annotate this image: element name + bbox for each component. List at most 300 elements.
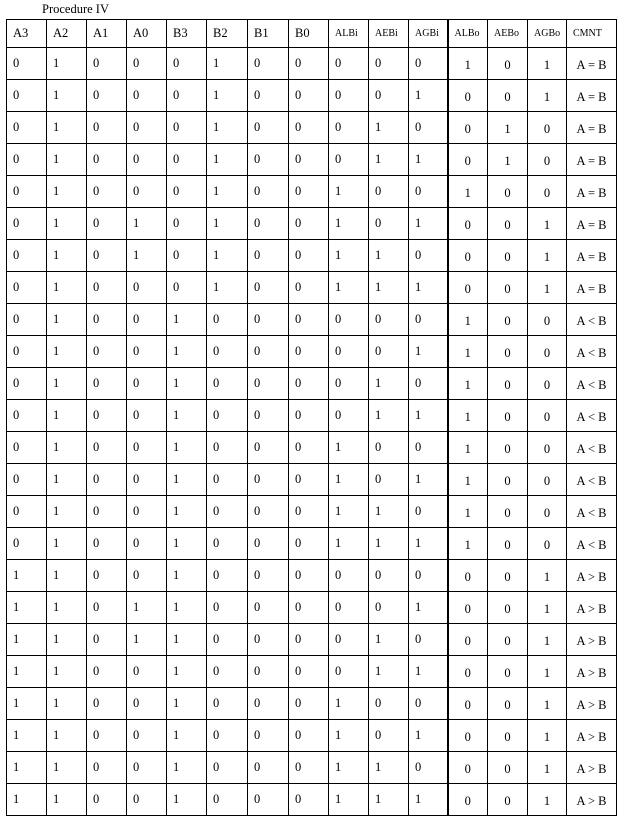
column-header-aebi: AEBi bbox=[369, 20, 409, 48]
comment-cell: A > B bbox=[567, 784, 617, 816]
table-cell: 0 bbox=[248, 656, 289, 688]
table-cell: 0 bbox=[87, 240, 127, 272]
table-cell: 0 bbox=[488, 496, 528, 528]
comment-cell: A > B bbox=[567, 624, 617, 656]
table-cell: 1 bbox=[47, 528, 87, 560]
table-cell: 0 bbox=[87, 432, 127, 464]
table-cell: 0 bbox=[289, 688, 329, 720]
table-cell: 1 bbox=[47, 400, 87, 432]
table-cell: 0 bbox=[87, 304, 127, 336]
table-cell: 0 bbox=[207, 528, 248, 560]
table-cell: 1 bbox=[329, 784, 369, 816]
table-cell: 1 bbox=[488, 112, 528, 144]
table-cell: 0 bbox=[488, 208, 528, 240]
table-cell: 0 bbox=[409, 752, 448, 784]
table-cell: 1 bbox=[167, 752, 207, 784]
table-cell: 0 bbox=[167, 144, 207, 176]
table-cell: 0 bbox=[127, 752, 167, 784]
table-row bbox=[7, 112, 617, 144]
table-cell: 0 bbox=[409, 432, 448, 464]
table-cell: 0 bbox=[289, 144, 329, 176]
table-cell: 0 bbox=[7, 496, 47, 528]
table-cell: 0 bbox=[127, 720, 167, 752]
table-cell: 0 bbox=[87, 48, 127, 80]
table-cell: 0 bbox=[207, 624, 248, 656]
table-cell: 1 bbox=[409, 464, 448, 496]
table-cell: 0 bbox=[248, 592, 289, 624]
table-cell: 0 bbox=[248, 304, 289, 336]
table-cell: 0 bbox=[207, 400, 248, 432]
table-cell: 0 bbox=[248, 48, 289, 80]
table-cell: 0 bbox=[528, 432, 567, 464]
table-cell: 0 bbox=[248, 400, 289, 432]
table-cell: 0 bbox=[87, 752, 127, 784]
table-cell: 0 bbox=[488, 528, 528, 560]
table-cell: 1 bbox=[207, 240, 248, 272]
table-cell: 0 bbox=[248, 240, 289, 272]
table-cell: 0 bbox=[127, 176, 167, 208]
comment-cell: A = B bbox=[567, 176, 617, 208]
table-cell: 0 bbox=[87, 144, 127, 176]
table-cell: 1 bbox=[7, 592, 47, 624]
table-cell: 0 bbox=[329, 112, 369, 144]
table-cell: 0 bbox=[329, 336, 369, 368]
column-header-cmnt: CMNT bbox=[567, 20, 617, 48]
table-cell: 0 bbox=[448, 80, 488, 112]
table-row bbox=[7, 688, 617, 720]
column-header-agbi: AGBi bbox=[409, 20, 448, 48]
comment-cell: A > B bbox=[567, 560, 617, 592]
table-cell: 0 bbox=[87, 720, 127, 752]
table-cell: 0 bbox=[127, 48, 167, 80]
table-row bbox=[7, 272, 617, 304]
table-cell: 1 bbox=[329, 752, 369, 784]
table-cell: 0 bbox=[7, 368, 47, 400]
table-cell: 0 bbox=[448, 144, 488, 176]
table-cell: 0 bbox=[207, 432, 248, 464]
table-cell: 0 bbox=[207, 496, 248, 528]
table-row bbox=[7, 208, 617, 240]
table-cell: 1 bbox=[369, 144, 409, 176]
comment-cell: A = B bbox=[567, 240, 617, 272]
table-cell: 1 bbox=[167, 400, 207, 432]
table-cell: 0 bbox=[87, 656, 127, 688]
table-cell: 0 bbox=[289, 272, 329, 304]
table-cell: 1 bbox=[409, 336, 448, 368]
table-cell: 1 bbox=[409, 272, 448, 304]
table-cell: 1 bbox=[369, 400, 409, 432]
table-cell: 0 bbox=[248, 752, 289, 784]
table-cell: 0 bbox=[488, 176, 528, 208]
table-cell: 1 bbox=[369, 752, 409, 784]
table-cell: 0 bbox=[369, 208, 409, 240]
table-cell: 1 bbox=[528, 624, 567, 656]
table-cell: 1 bbox=[528, 208, 567, 240]
table-cell: 0 bbox=[248, 432, 289, 464]
table-cell: 1 bbox=[369, 624, 409, 656]
table-cell: 0 bbox=[369, 464, 409, 496]
table-cell: 1 bbox=[167, 656, 207, 688]
table-cell: 0 bbox=[127, 368, 167, 400]
table-cell: 1 bbox=[207, 112, 248, 144]
table-cell: 1 bbox=[448, 368, 488, 400]
table-cell: 0 bbox=[207, 560, 248, 592]
table-cell: 1 bbox=[448, 528, 488, 560]
table-cell: 1 bbox=[47, 368, 87, 400]
table-cell: 0 bbox=[7, 144, 47, 176]
table-cell: 1 bbox=[167, 592, 207, 624]
table-cell: 1 bbox=[167, 784, 207, 816]
table-cell: 0 bbox=[207, 592, 248, 624]
table-cell: 1 bbox=[207, 48, 248, 80]
table-cell: 1 bbox=[528, 48, 567, 80]
table-cell: 0 bbox=[127, 656, 167, 688]
table-cell: 0 bbox=[127, 336, 167, 368]
comment-cell: A = B bbox=[567, 144, 617, 176]
table-cell: 1 bbox=[329, 528, 369, 560]
table-cell: 1 bbox=[7, 656, 47, 688]
table-cell: 0 bbox=[87, 496, 127, 528]
table-row bbox=[7, 240, 617, 272]
table-cell: 0 bbox=[167, 208, 207, 240]
table-cell: 1 bbox=[329, 240, 369, 272]
table-cell: 0 bbox=[127, 112, 167, 144]
table-cell: 0 bbox=[369, 304, 409, 336]
table-cell: 1 bbox=[127, 624, 167, 656]
table-cell: 0 bbox=[329, 368, 369, 400]
table-cell: 1 bbox=[207, 80, 248, 112]
table-cell: 1 bbox=[409, 400, 448, 432]
table-cell: 1 bbox=[369, 496, 409, 528]
table-cell: 1 bbox=[329, 464, 369, 496]
table-cell: 1 bbox=[528, 272, 567, 304]
table-cell: 0 bbox=[488, 240, 528, 272]
table-cell: 0 bbox=[7, 48, 47, 80]
table-cell: 1 bbox=[448, 176, 488, 208]
table-cell: 1 bbox=[207, 208, 248, 240]
table-cell: 0 bbox=[87, 336, 127, 368]
table-cell: 0 bbox=[7, 80, 47, 112]
table-cell: 1 bbox=[409, 656, 448, 688]
table-cell: 0 bbox=[409, 560, 448, 592]
table-cell: 0 bbox=[248, 112, 289, 144]
table-cell: 1 bbox=[448, 432, 488, 464]
table-cell: 0 bbox=[207, 304, 248, 336]
table-cell: 0 bbox=[289, 624, 329, 656]
table-cell: 1 bbox=[47, 592, 87, 624]
table-cell: 0 bbox=[409, 240, 448, 272]
table-cell: 1 bbox=[369, 528, 409, 560]
table-cell: 0 bbox=[289, 80, 329, 112]
table-cell: 1 bbox=[528, 560, 567, 592]
table-cell: 0 bbox=[369, 592, 409, 624]
table-cell: 0 bbox=[369, 176, 409, 208]
table-cell: 0 bbox=[289, 592, 329, 624]
table-cell: 0 bbox=[7, 208, 47, 240]
table-cell: 1 bbox=[47, 144, 87, 176]
table-cell: 0 bbox=[167, 80, 207, 112]
table-cell: 0 bbox=[7, 528, 47, 560]
table-cell: 1 bbox=[7, 688, 47, 720]
comment-cell: A = B bbox=[567, 272, 617, 304]
table-cell: 1 bbox=[7, 720, 47, 752]
table-cell: 0 bbox=[248, 688, 289, 720]
table-cell: 1 bbox=[369, 368, 409, 400]
table-row bbox=[7, 176, 617, 208]
table-cell: 1 bbox=[528, 240, 567, 272]
comment-cell: A > B bbox=[567, 656, 617, 688]
table-cell: 0 bbox=[488, 48, 528, 80]
table-cell: 0 bbox=[329, 144, 369, 176]
table-cell: 0 bbox=[127, 304, 167, 336]
table-cell: 0 bbox=[369, 560, 409, 592]
table-cell: 0 bbox=[448, 624, 488, 656]
table-cell: 0 bbox=[289, 176, 329, 208]
table-cell: 0 bbox=[289, 208, 329, 240]
table-cell: 0 bbox=[248, 272, 289, 304]
table-cell: 0 bbox=[448, 560, 488, 592]
table-cell: 0 bbox=[409, 624, 448, 656]
column-header-b2: B2 bbox=[207, 20, 248, 48]
table-cell: 1 bbox=[528, 784, 567, 816]
table-row bbox=[7, 656, 617, 688]
table-cell: 0 bbox=[127, 496, 167, 528]
table-cell: 1 bbox=[167, 688, 207, 720]
table-cell: 1 bbox=[448, 304, 488, 336]
table-cell: 0 bbox=[409, 496, 448, 528]
table-row bbox=[7, 400, 617, 432]
column-header-b3: B3 bbox=[167, 20, 207, 48]
table-cell: 1 bbox=[7, 560, 47, 592]
table-cell: 1 bbox=[47, 560, 87, 592]
table-cell: 1 bbox=[167, 368, 207, 400]
table-cell: 0 bbox=[448, 208, 488, 240]
table-row bbox=[7, 784, 617, 816]
table-cell: 0 bbox=[127, 464, 167, 496]
table-cell: 0 bbox=[528, 496, 567, 528]
table-cell: 0 bbox=[448, 784, 488, 816]
column-header-a2: A2 bbox=[47, 20, 87, 48]
table-cell: 0 bbox=[248, 624, 289, 656]
table-cell: 1 bbox=[47, 48, 87, 80]
comment-cell: A = B bbox=[567, 112, 617, 144]
table-cell: 0 bbox=[528, 400, 567, 432]
table-cell: 1 bbox=[369, 112, 409, 144]
table-cell: 0 bbox=[409, 304, 448, 336]
table-cell: 0 bbox=[127, 272, 167, 304]
table-cell: 0 bbox=[448, 656, 488, 688]
table-cell: 1 bbox=[528, 720, 567, 752]
table-cell: 0 bbox=[448, 240, 488, 272]
table-cell: 0 bbox=[87, 560, 127, 592]
table-cell: 0 bbox=[248, 336, 289, 368]
table-cell: 0 bbox=[7, 272, 47, 304]
column-header-a3: A3 bbox=[7, 20, 47, 48]
table-cell: 1 bbox=[448, 464, 488, 496]
column-header-a0: A0 bbox=[127, 20, 167, 48]
table-cell: 0 bbox=[289, 656, 329, 688]
table-cell: 1 bbox=[409, 784, 448, 816]
table-cell: 0 bbox=[248, 208, 289, 240]
comment-cell: A < B bbox=[567, 464, 617, 496]
table-cell: 0 bbox=[528, 144, 567, 176]
table-cell: 0 bbox=[207, 688, 248, 720]
table-cell: 0 bbox=[7, 400, 47, 432]
table-cell: 1 bbox=[409, 208, 448, 240]
table-cell: 0 bbox=[87, 688, 127, 720]
table-cell: 0 bbox=[409, 112, 448, 144]
table-cell: 0 bbox=[7, 176, 47, 208]
table-cell: 0 bbox=[167, 48, 207, 80]
table-cell: 0 bbox=[488, 272, 528, 304]
table-cell: 0 bbox=[488, 560, 528, 592]
table-row bbox=[7, 624, 617, 656]
table-cell: 0 bbox=[87, 368, 127, 400]
table-cell: 0 bbox=[248, 560, 289, 592]
comment-cell: A < B bbox=[567, 304, 617, 336]
table-cell: 1 bbox=[448, 336, 488, 368]
table-cell: 0 bbox=[207, 336, 248, 368]
table-cell: 0 bbox=[248, 528, 289, 560]
comment-cell: A = B bbox=[567, 208, 617, 240]
table-cell: 0 bbox=[369, 688, 409, 720]
table-cell: 0 bbox=[248, 464, 289, 496]
table-cell: 0 bbox=[369, 432, 409, 464]
table-cell: 0 bbox=[409, 688, 448, 720]
table-cell: 0 bbox=[488, 624, 528, 656]
table-cell: 0 bbox=[409, 48, 448, 80]
table-cell: 0 bbox=[289, 528, 329, 560]
table-cell: 0 bbox=[528, 368, 567, 400]
table-cell: 1 bbox=[47, 752, 87, 784]
table-cell: 1 bbox=[448, 48, 488, 80]
table-cell: 0 bbox=[7, 336, 47, 368]
table-cell: 0 bbox=[289, 432, 329, 464]
table-cell: 0 bbox=[488, 784, 528, 816]
table-cell: 0 bbox=[167, 240, 207, 272]
table-cell: 1 bbox=[167, 528, 207, 560]
table-cell: 1 bbox=[448, 400, 488, 432]
table-cell: 0 bbox=[127, 400, 167, 432]
comment-cell: A < B bbox=[567, 528, 617, 560]
table-cell: 1 bbox=[528, 592, 567, 624]
table-cell: 0 bbox=[488, 400, 528, 432]
table-cell: 1 bbox=[207, 144, 248, 176]
table-cell: 1 bbox=[409, 720, 448, 752]
table-row bbox=[7, 304, 617, 336]
table-cell: 0 bbox=[87, 464, 127, 496]
table-cell: 0 bbox=[289, 496, 329, 528]
table-cell: 1 bbox=[409, 528, 448, 560]
table-cell: 1 bbox=[369, 240, 409, 272]
table-cell: 0 bbox=[448, 688, 488, 720]
table-cell: 1 bbox=[329, 688, 369, 720]
table-cell: 0 bbox=[248, 720, 289, 752]
table-cell: 0 bbox=[448, 272, 488, 304]
table-cell: 0 bbox=[167, 112, 207, 144]
table-cell: 0 bbox=[7, 112, 47, 144]
table-cell: 0 bbox=[87, 528, 127, 560]
table-cell: 0 bbox=[488, 304, 528, 336]
table-row bbox=[7, 560, 617, 592]
table-row bbox=[7, 336, 617, 368]
table-cell: 1 bbox=[369, 272, 409, 304]
table-row bbox=[7, 48, 617, 80]
table-cell: 0 bbox=[87, 112, 127, 144]
table-cell: 0 bbox=[87, 624, 127, 656]
comment-cell: A < B bbox=[567, 336, 617, 368]
table-cell: 0 bbox=[448, 752, 488, 784]
table-cell: 0 bbox=[7, 304, 47, 336]
table-row bbox=[7, 496, 617, 528]
table-cell: 1 bbox=[47, 304, 87, 336]
comment-cell: A < B bbox=[567, 496, 617, 528]
table-row bbox=[7, 720, 617, 752]
column-header-aebo: AEBo bbox=[488, 20, 528, 48]
table-cell: 1 bbox=[167, 624, 207, 656]
table-cell: 0 bbox=[329, 656, 369, 688]
table-cell: 1 bbox=[47, 176, 87, 208]
table-cell: 0 bbox=[87, 784, 127, 816]
table-cell: 0 bbox=[528, 304, 567, 336]
table-row bbox=[7, 592, 617, 624]
table-cell: 1 bbox=[409, 592, 448, 624]
table-cell: 0 bbox=[248, 80, 289, 112]
table-cell: 1 bbox=[47, 656, 87, 688]
table-cell: 1 bbox=[528, 752, 567, 784]
table-cell: 0 bbox=[488, 464, 528, 496]
truth-table bbox=[6, 19, 617, 816]
table-cell: 1 bbox=[47, 688, 87, 720]
table-cell: 0 bbox=[248, 784, 289, 816]
table-cell: 1 bbox=[409, 144, 448, 176]
table-cell: 0 bbox=[409, 368, 448, 400]
table-cell: 1 bbox=[47, 272, 87, 304]
table-cell: 1 bbox=[167, 720, 207, 752]
table-cell: 0 bbox=[207, 656, 248, 688]
column-header-albi: ALBi bbox=[329, 20, 369, 48]
table-cell: 0 bbox=[329, 624, 369, 656]
table-cell: 0 bbox=[207, 784, 248, 816]
table-cell: 0 bbox=[167, 176, 207, 208]
column-header-b0: B0 bbox=[289, 20, 329, 48]
table-cell: 0 bbox=[87, 208, 127, 240]
table-cell: 1 bbox=[329, 208, 369, 240]
table-cell: 0 bbox=[448, 720, 488, 752]
table-cell: 1 bbox=[329, 496, 369, 528]
table-cell: 0 bbox=[369, 80, 409, 112]
table-cell: 0 bbox=[329, 304, 369, 336]
table-cell: 0 bbox=[127, 144, 167, 176]
table-cell: 0 bbox=[87, 80, 127, 112]
table-cell: 0 bbox=[488, 80, 528, 112]
table-cell: 1 bbox=[167, 336, 207, 368]
table-cell: 0 bbox=[289, 112, 329, 144]
page-title: Procedure IV bbox=[42, 2, 109, 16]
table-cell: 0 bbox=[289, 240, 329, 272]
table-cell: 0 bbox=[7, 240, 47, 272]
table-cell: 0 bbox=[369, 720, 409, 752]
table-cell: 0 bbox=[329, 592, 369, 624]
comment-cell: A = B bbox=[567, 48, 617, 80]
table-cell: 0 bbox=[7, 432, 47, 464]
table-cell: 1 bbox=[207, 176, 248, 208]
table-cell: 1 bbox=[47, 336, 87, 368]
table-cell: 0 bbox=[289, 368, 329, 400]
table-cell: 1 bbox=[329, 176, 369, 208]
table-cell: 0 bbox=[248, 496, 289, 528]
table-cell: 1 bbox=[167, 432, 207, 464]
